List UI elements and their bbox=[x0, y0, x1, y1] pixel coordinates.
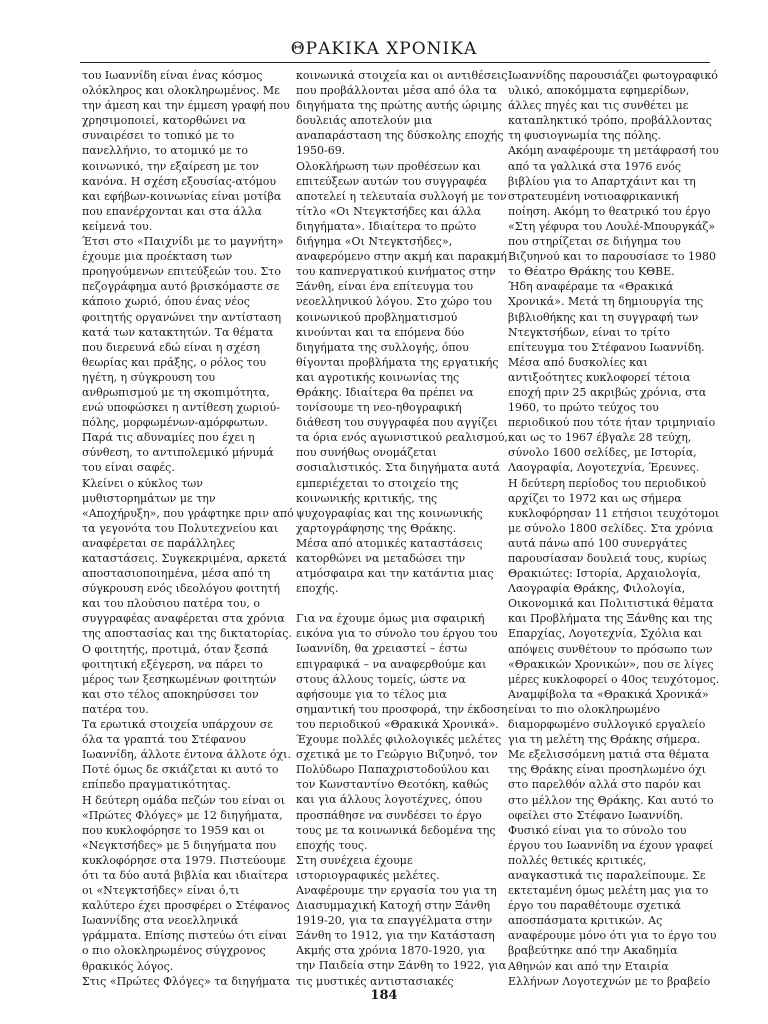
paragraph: Η δεύτερη ομάδα πεζών του είναι οι «Πρώτες Φλόγες» με 12 διηγήματα, που κυκλοφόρησε το 1959 και οι «Νεγκτσήδες» με 5 διηγήματα που κυκλοφόρησε στα 1979. Πιστεύουμε ότι τα δύο αυτά βιβλία και ιδιαίτερα οι «Ντεγκτσήδες» είναι ό,τι καλύτερο έχει προσφέρει ο Στέφανος Ιωαννίδης στα νεοελληνικά γράμματα. Επίσης πιστεύω ότι είναι ο πιο ολοκληρωμένος σύγχρονος θρακικός λόγος. bbox=[82, 793, 290, 973]
paragraph: κοινωνικά στοιχεία και οι αντιθέσεις που προβάλλονται μέσα από όλα τα διηγήματα της πρώτης αυτής ώριμης δουλειάς αποτελούν μια αναπαράσταση της δύσκολης εποχής 1950-69. bbox=[296, 69, 508, 158]
paragraph: Ιωαννίδης παρουσιάζει φωτογραφικό υλικό, αποκόμματα εφημερίδων, άλλες πηγές και τις συνθέτει με καταπληκτικό τρόπο, προβάλλοντας τη φυσιογνωμία της πόλης. bbox=[508, 69, 718, 143]
paragraph: Μέσα από ατομικές καταστάσεις κατορθώνει να μεταδώσει την ατμόσφαιρα και την κατάντια μιας εποχής. bbox=[296, 536, 494, 596]
paragraph: Έχουμε πολλές φιλολογικές μελέτες σχετικά με το Γεώργιο Βιζυηνό, τον Πολύδωρο Παπαχριστοδούλου και τον Κωνσταντίνο Θεοτόκη, καθώς και για άλλους λογοτέχνες, όπου προσπάθησε να συνδέσει το έργο τους με τα κοινωνικά δεδομένα της εποχής τους. bbox=[296, 733, 502, 852]
paragraph: Έτσι στο «Παιχνίδι με το μαγνήτη» έχουμε μια προέκταση των προηγούμενων επιτεύξεών του. Στο πεζογράφημα αυτό βρισκόμαστε σε κάποιο χωριό, όπου ένας νέος φοιτητής οργανώνει την αντίσταση κατά των κατακτητών. Τα θέματα που διερευνά εδώ είναι η σχέση θεωρίας και πράξης, ο ρόλος του ηγέτη, η σύγκρουση του ανθρωπισμού με τη σκοπιμότητα, ενώ υποφώσκει η αντίθεση χωριού-πόλης, μορφωμένων-αμόρφωτων. Παρά τις αδυναμίες που έχει η σύνθεση, το αντιπολεμικό μήνυμά του είναι σαφές. bbox=[82, 235, 284, 475]
paragraph: Ήδη αναφέραμε τα «Θρακικά Χρονικά». Μετά τη δημιουργία της βιβλιοθήκης και τη συγγραφή των Ντεγκτσήδων, είναι το τρίτο επίτευγμα του Στέφανου Ιωαννίδη. Μέσα από δυσκολίες και αντιξοότητες κυκλοφορεί τέτοια εποχή πριν 25 ακριβώς χρόνια, στα 1960, το πρώτο τεύχος του περιοδικού που τότε ήταν τριμηνιαίο και ως το 1967 έβγαλε 28 τεύχη, σύνολο 1600 σελίδες, με Ιστορία, Λαογραφία, Λογοτεχνία, Έρευνες. bbox=[508, 280, 716, 475]
paragraph: Κλείνει ο κύκλος των μυθιστορημάτων με την «Αποχήρυξη», που γράφτηκε πριν από τα γεγονότα του Πολυτεχνείου και αναφέρεται σε παράλληλες καταστάσεις. Συγκεκριμένα, αρκετά αποστασιοποιημένα, μέσα από τη σύγκρουση ενός ιδεολόγου φοιτητή και του πλούσιου πατέρα του, ο συγγραφέας αναφέρεται στα χρόνια της αποστασίας και της δικτατορίας. Ο φοιτητής, προτιμά, όταν ξεσπά φοιτητική εξέγερση, να πάρει το μέρος των ξεσηκωμένων φοιτητών και στο τέλος αποκηρύσσει τον πατέρα του. bbox=[82, 476, 294, 716]
running-header: ΘΡΑΚΙΚΑ ΧΡΟΝΙΚΑ bbox=[290, 39, 478, 59]
paragraph: Ακόμη αναφέρουμε τη μετάφρασή του από τα γαλλικά στα 1976 ενός βιβλίου για το Απαρτχάιντ και τη στρατευμένη νοτιοαφρικανική ποίηση. Ακόμη το θεατρικό του έργο «Στη γέφυρα του Λουλέ-Μπουργκάζ» που στηρίζεται σε διήγημα του Βιζυηνού και το παρουσίασε το 1980 το Θέατρο Θράκης του ΚΘΒΕ. bbox=[508, 144, 719, 279]
paragraph: Στη συνέχεια έχουμε ιστοριογραφικές μελέτες. Αναφέρουμε την εργασία του για τη Διασυμμαχική Κατοχή στην Ξάνθη 1919-20, για τα επαγγέλματα στην Ξάνθη το 1912, για την Κατάσταση Ακμής στα χρόνια 1870-1920, για την Παιδεία στην Ξάνθη το 1922, για τις μυστικές αντιστασιακές bbox=[296, 853, 507, 988]
paragraph: Στις «Πρώτες Φλόγες» τα διηγήματα bbox=[82, 974, 291, 988]
text-column-1 bbox=[82, 68, 294, 988]
paragraph: Φυσικό είναι για το σύνολο του έργου του Ιωαννίδη να έχουν γραφεί πολλές θετικές κριτικές, αναγκαστικά τις παραλείπουμε. Σε εκτεταμένη όμως μελέτη μας για το έργο του παραθέτουμε σχετικά αποσπάσματα κριτικών. Ας αναφέρουμε μόνο ότι για το έργο του βραβεύτηκε από την Ακαδημία Αθηνών και από την Εταιρία Ελλήνων Λογοτεχνών με το βραβείο bbox=[508, 823, 717, 988]
paragraph: του Ιωαννίδη είναι ένας κόσμος ολόκληρος και ολοκληρωμένος. Με την άμεση και την έμμεση γραφή που χρησιμοποιεί, κατορθώνει να συναιρέσει το τοπικό με το πανελλήνιο, το ατομικό με το κοινωνικό, την εξαίρεση με τον κανόνα. Η σχέση εξουσίας-ατόμου και εφήβων-κοινωνίας είναι μοτίβα που επανέρχονται και στα άλλα κείμενά του. bbox=[82, 69, 290, 233]
header-rule bbox=[80, 62, 710, 63]
paragraph: Η δεύτερη περίοδος του περιοδικού αρχίζει το 1972 και ως σήμερα κυκλοφόρησαν 11 ετήσιοι τευχότομοι με σύνολο 1800 σελίδες. Στα χρόνια αυτά πάνω από 100 συνεργάτες παρουσίασαν δουλειά τους, κυρίως Θρακιώτες: Ιστορία, Αρχαιολογία, Λαογραφία Θράκης, Φιλολογία, Οικονομικά και Πολιτιστικά θέματα και Προβλήματα της Ξάνθης και της Επαρχίας, Λογοτεχνία, Σχόλια και απόψεις συνθέτουν το πρόσωπο των «Θρακικών Χρονικών», που σε λίγες μέρες κυκλοφορεί ο 40ος τευχότομος. Αναμφίβολα τα «Θρακικά Χρονικά» είναι το πιο ολοκληρωμένο διαμορφωμένο συλλογικό εργαλείο για τη μελέτη της Θράκης σήμερα. Με εξελισσόμενη ματιά στα θέματα της Θράκης είναι προσηλωμένο όχι στο παρελθόν αλλά στο παρόν και στο μέλλον της Θράκης. Και αυτό το οφείλει στο Στέφανο Ιωαννίδη. bbox=[508, 476, 720, 822]
page-number: 184 bbox=[370, 988, 398, 1003]
text-column-3 bbox=[508, 68, 720, 988]
paragraph: Για να έχουμε όμως μια σφαιρική εικόνα για το σύνολο του έργου του Ιωαννίδη, θα χρειαστεί – έστω επιγραφικά – να αναφερθούμε και στους άλλους τομείς, ώστε να αφήσουμε για το τέλος μια σημαντική του προσφορά, την έκδοση του περιοδικού «Θρακικά Χρονικά». bbox=[296, 612, 508, 731]
paragraph: Ολοκλήρωση των προθέσεων και επιτεύξεων αυτών του συγγραφέα αποτελεί η τελευταία συλλογή με τον τίτλο «Οι Ντεγκτσήδες και άλλα διηγήματα». Ιδιαίτερα το πρώτο διήγημα «Οι Ντεγκτσήδες», αναφερόμενο στην ακμή και παρακμή του καπνεργατικού κινήματος στην Ξάνθη, είναι ένα επίτευγμα του νεοελληνικού λόγου. Στο χώρο του κοινωνικού προβληματισμού κινούνται και τα επόμενα δύο διηγήματα της συλλογής, όπου θίγονται προβλήματα της εργατικής και αγροτικής κοινωνίας της Θράκης. Ιδιαίτερα θα πρέπει να τονίσουμε τη νεο-ηθογραφική διάθεση του συγγραφέα που αγγίζει τα όρια ενός αγωνιστικού ρεαλισμού, που συνήθως ονομάζεται σοσιαλιστικός. Στα διηγήματα αυτά εμπεριέχεται το στοιχείο της κοινωνικής κριτικής, της ψυχογραφίας και της κοινωνικής χαρτογράφησης της Θράκης. bbox=[296, 159, 508, 535]
text-column-2 bbox=[296, 68, 508, 988]
paragraph: Τα ερωτικά στοιχεία υπάρχουν σε όλα τα γραπτά του Στέφανου Ιωαννίδη, άλλοτε έντονα άλλοτε όχι. Ποτέ όμως δε σκιάζεται κι αυτό το επίπεδο πραγματικότητας. bbox=[82, 718, 291, 792]
